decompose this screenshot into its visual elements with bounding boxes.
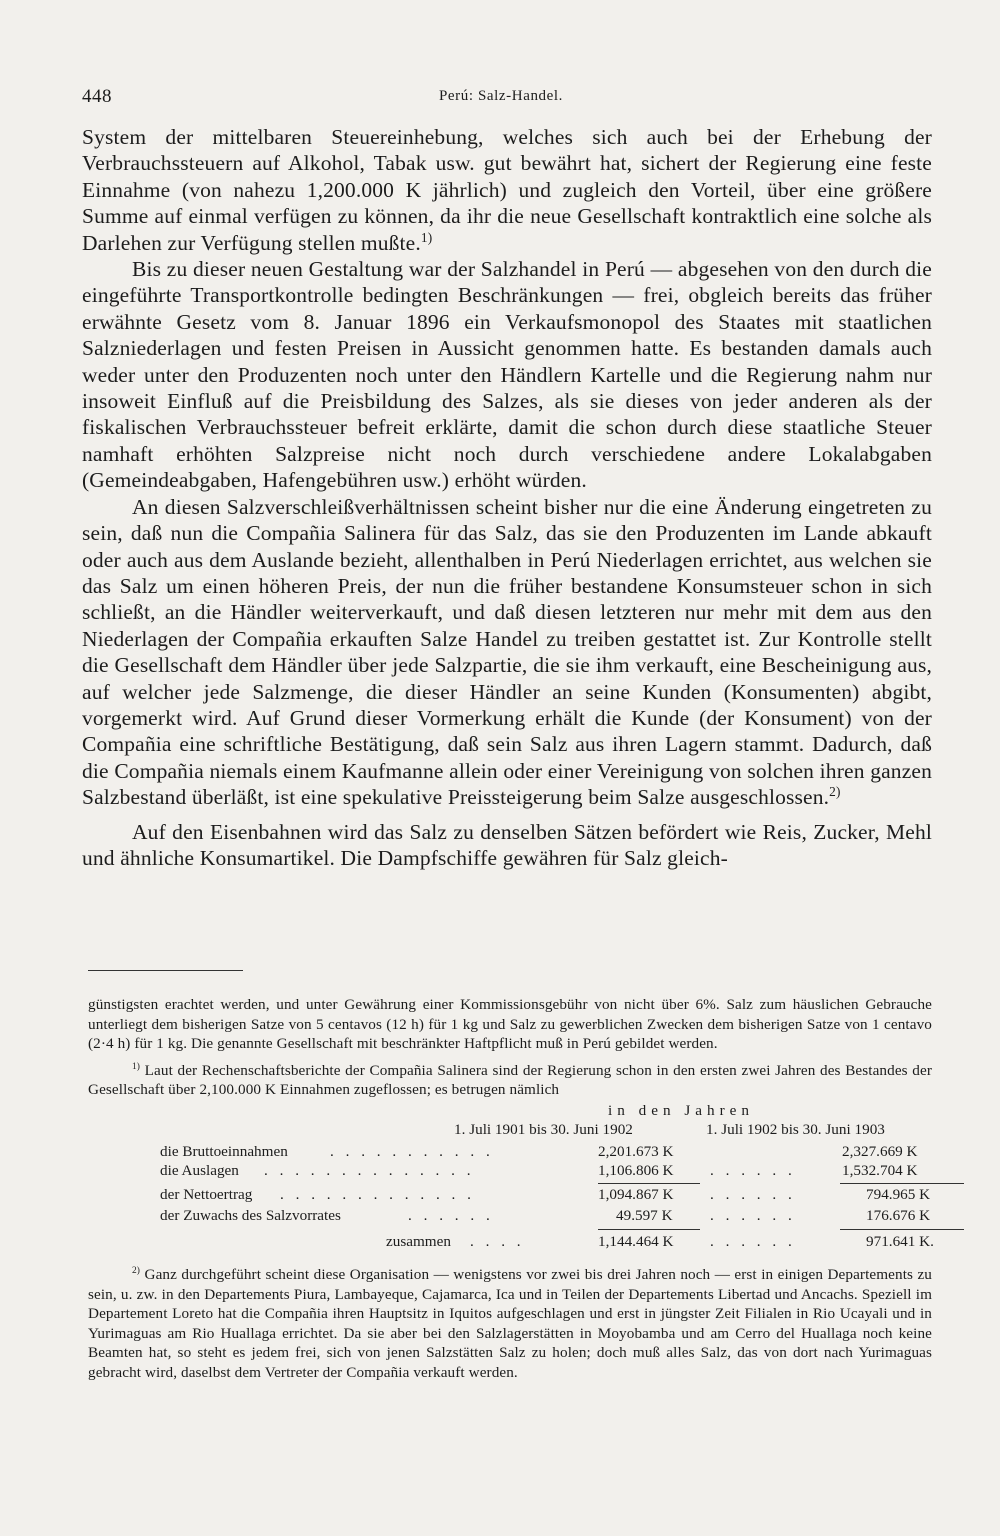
row-leader: . . . . . . [408,1206,494,1224]
footnote-1 [88,1061,932,1100]
row-value-1902: 1,094.867 K [598,1185,674,1203]
row-value-1902: 1,106.806 K [598,1161,674,1179]
row-label: die Bruttoeinnahmen [160,1142,288,1160]
paragraph-2: Bis zu dieser neuen Gestaltung war der Salzhandel in Perú — abgesehen von den durch die eingeführte Transportkontrolle bedingten Beschränkungen — frei, obgleich bereits das früher erwähnte Gesetz vom 8. Januar 1896 ein Verkaufsmonopol des Staates mit staatlichen Salzniederlagen und festen Preisen in Aussicht genommen hatte. Es bestanden damals auch weder unter den Produzenten noch unter den Händlern Kartelle und die Regierung nahm nur insoweit Einfluß auf die Preisbildung des Salzes, als sie dieses von jeder anderen als der fiskalischen Verbrauchssteuer befreit erklärte, damit die schon durch diese staatliche Steuer namhaft erhöhten Salzpreise nicht noch durch verschiedene andere Lokalabgaben (Gemeindeabgaben, Hafengebühren usw.) erhöht würden. [82,257,932,493]
footnote-1-mark: 1) [132,1061,141,1072]
row-value-1903: 2,327.669 K [842,1142,918,1160]
row-value-1902: 2,201.673 K [598,1142,674,1160]
row-value-1903: 794.965 K [866,1185,931,1203]
footnote-ref-2: 2) [829,783,841,799]
row-leader: . . . . [470,1232,525,1250]
table-col-header-1: 1. Juli 1901 bis 30. Juni 1902 [454,1120,633,1138]
row-leader: . . . . . . . . . . . . . [280,1185,475,1203]
row-value-1903: 1,532.704 K [842,1161,918,1179]
row-label: der Zuwachs des Salzvorrates [160,1206,341,1224]
page-number: 448 [82,86,112,107]
table-row [160,1207,940,1227]
running-title: Perú: Salz-Handel. [438,88,564,104]
row-leader: . . . . . . [710,1206,796,1224]
table-rule [598,1183,700,1184]
table-row [160,1162,940,1182]
row-value-1902: 1,144.464 K [598,1232,674,1250]
footnote-2-text: Ganz durchgeführt scheint diese Organisation — wenigstens vor zwei bis drei Jahren noch — erst in einigen Departements zu sein, u. zw. in den Departements Piura, Lambayeque, Cajamarca, Ica und in Teilen der Departements Libertad und Ancachs. Speziell im Departement Loreto hat die Compañia ihren Hauptsitz in Iquitos aufgeschlagen und erst in jüngster Zeit Filialen in Rio Ucayali und in Yurimaguas am Rio Huallaga errichtet. Da sie aber bei den Salzlagerstätten in Moyobamba und am Cerro del Huallaga noch keine Beamten hat, so steht es jedem frei, sich von jenen Salzstätten Salz zu holen; doch muß alles Salz, das von dort nach Yurimaguas gebracht wird, daselbst dem Vertreter der Compañia verkauft werden. [88,1265,933,1381]
table-span-header: in den Jahren [608,1101,754,1119]
table-rule [840,1229,964,1230]
table-rule [840,1183,964,1184]
table-col-header-2: 1. Juli 1902 bis 30. Juni 1903 [706,1120,885,1138]
footnote-separator [88,970,243,971]
table-row [160,1143,940,1163]
row-label: der Nettoertrag [160,1185,253,1203]
running-head [82,86,920,112]
row-leader: . . . . . . . . . . . [330,1142,494,1160]
footnote-1-text: Laut der Rechenschaftsberichte der Compañia Salinera sind der Regierung schon in den ersten zwei Jahren des Bestandes der Gesellschaft über 2,100.000 K Einnahmen zugeflossen; es betrugen nämlich [88,1061,932,1099]
footnote-2 [88,1265,932,1383]
revenue-table [88,1102,932,1258]
row-leader: . . . . . . [710,1232,796,1250]
paragraph-1-text: System der mittelbaren Steuereinhebung, welches sich auch bei der Erhebung der Verbrauchssteuern auf Alkohol, Tabak usw. gut bewährt hat, sichert der Regierung eine feste Einnahme (von nahezu 1,200.000 K jährlich) und zugleich den Vorteil, über eine größere Summe auf einmal verfügen zu können, da ihr die neue Gesellschaft kontraktlich eine solche als Darlehen zur Verfügung stellen mußte. [82,125,932,255]
table-row-total [160,1233,940,1253]
table-rule [598,1229,700,1230]
row-value-1903: 176.676 K [866,1206,931,1224]
footnote-ref-1: 1) [420,229,433,245]
row-value-1903: 971.641 K. [866,1232,934,1250]
main-text [82,124,932,871]
row-leader: . . . . . . [710,1161,796,1179]
paragraph-1 [82,124,932,256]
footnote-2-mark: 2) [132,1266,141,1277]
row-label: zusammen [386,1232,451,1250]
row-leader: . . . . . . . . . . . . . . [264,1161,475,1179]
footnotes [88,995,932,1383]
paragraph-3 [82,494,932,811]
paragraph-3-text: An diesen Salzverschleißverhältnissen scheint bisher nur die eine Änderung eingetreten zu sein, daß nun die Compañia Salinera für das Salz, das sie den Produzenten im Lande abkauft oder auch aus dem Auslande bezieht, allenthalben in Perú Niederlagen errichtet, aus welchen sie das Salz um einen höheren Preis, der nun die früher bestandene Konsumsteuer schon in sich schließt, an die Händler weiterverkauft, und daß diesen letzteren nur mehr mit dem aus den Niederlagen der Compañia erkauften Salze Handel zu treiben gestattet ist. Zur Kontrolle stellt die Gesellschaft dem Händler über jede Salzpartie, die sie ihm verkauft, eine Bescheinigung aus, auf welcher jede Salzmenge, die dieser Händler an seine Kunden (Konsumenten) abgibt, vorgemerkt wird. Auf Grund dieser Vormerkung erhält die Kunde (der Konsument) von der Compañia eine schriftliche Bestätigung, daß sein Salz aus ihren Lagern stammt. Dadurch, daß die Compañia niemals einem Kaufmanne allein oder einer Vereinigung von solchen ihren ganzen Salzbestand überläßt, ist eine spekulative Preissteigerung beim Salze ausgeschlossen. [82,494,932,810]
row-value-1902: 49.597 K [616,1206,673,1224]
paragraph-4: Auf den Eisenbahnen wird das Salz zu denselben Sätzen befördert wie Reis, Zucker, Mehl und ähnliche Konsumartikel. Die Dampfschiffe gewähren für Salz gleich- [82,819,932,870]
table-row [160,1186,940,1206]
footnote-continuation: günstigsten erachtet werden, und unter Gewährung einer Kommissionsgebühr von nicht über 6%. Salz zum häuslichen Gebrauche unterliegt dem bisherigen Satze von 5 centavos (12 h) für 1 kg und Salz zu gewerblichen Zwecken dem bisherigen Satze von 1 centavo (2·4 h) für 1 kg. Die genannte Gesellschaft mit beschränkter Haftpflicht muß in Perú gebildet werden. [88,996,932,1053]
row-leader: . . . . . . [710,1185,796,1203]
row-label: die Auslagen [160,1161,239,1179]
